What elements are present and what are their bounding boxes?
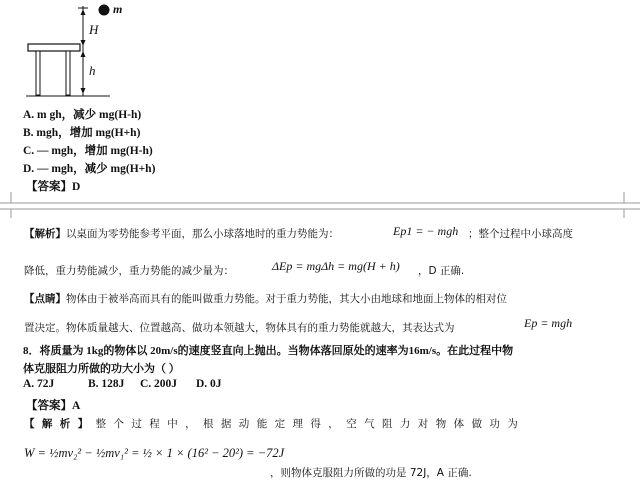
analysis-tag-q8: 【解析】 [24,418,96,430]
analysis-tag: 【解析】 [24,228,66,240]
q8-analysis-line-2: ，则物体克服阻力所做的功是 72J，A 正确. [270,467,472,479]
q8-analysis-line-1: 【解析】整个过程中，根据动能定理得，空气阻力对物体做功为 [24,418,526,430]
q8-option-b: B. 128J [88,378,125,390]
ball-label: m [113,2,123,16]
table-leg-left [36,51,40,95]
q8-stem-line-2: 体克服阻力所做的功大小为（ ） [23,363,180,375]
ball [99,5,110,16]
page-break [0,198,640,218]
q7-analysis-line-1-tail: ；整个过程中小球高度 [468,228,573,240]
answer-value: D [72,181,81,193]
q7-answer [26,178,80,194]
q7-option-d: D. — mgh，减少 mg(H+h) [23,163,156,175]
arrow-up-h-upper [81,9,86,15]
delta-ep-formula: ΔEp = mgΔh = mg(H + h) [272,259,400,273]
q8-option-c: C. 200J [140,378,178,390]
lower-height-label: h [89,63,96,78]
q8-answer [26,397,80,413]
q7-analysis-line-2-tail: ，D 正确. [418,265,465,277]
table-leg-right [66,51,70,95]
answer-value-q8: A [72,400,81,412]
q7-tips-line-2: 置决定。物体质量越大、位置越高、做功本领越大，物体具有的重力势能就越大，其表达式为 [24,322,455,334]
arrow-up-h-lower [81,51,86,57]
answer-tag: 【答案】 [26,181,72,193]
q7-option-a: A. m gh，减少 mg(H-h) [23,109,142,121]
q7-option-c: C. — mgh，增加 mg(H-h) [23,145,153,157]
table-top [28,44,80,51]
work-formula: W = ½mv₂² − ½mv₁² = ½ × 1 × (16² − 20²) = −72J [24,446,285,460]
arrow-down-h-lower [81,88,86,94]
q7-analysis-line-2: 降低，重力势能减少，重力势能的减少量为： [24,265,234,277]
upper-height-label: H [89,22,99,37]
q8-stem-line-1: 8．将质量为 1kg的物体以 20m/s的速度竖直向上抛出。当物体落回原处的速率为16m/s。在此过程中物 [23,345,514,357]
arrow-down-h-upper [81,40,86,46]
q7-option-b: B. mgh，增加 mg(H+h) [23,127,141,139]
ep1-formula: Ep1 = − mgh [393,224,459,238]
q8-option-d: D. 0J [196,378,222,390]
tips-tag: 【点睛】 [24,293,66,305]
ep-formula: Ep = mgh [524,316,573,330]
q8-option-a: A. 72J [23,378,55,390]
q7-analysis-line-1: 【解析】以桌面为零势能参考平面，那么小球落地时的重力势能为： [24,228,339,240]
answer-tag-q8: 【答案】 [26,400,72,412]
q7-tips-line-1: 【点睛】物体由于被举高而具有的能叫做重力势能。对于重力势能，其大小由地球和地面上物体的相对位 [24,293,507,305]
